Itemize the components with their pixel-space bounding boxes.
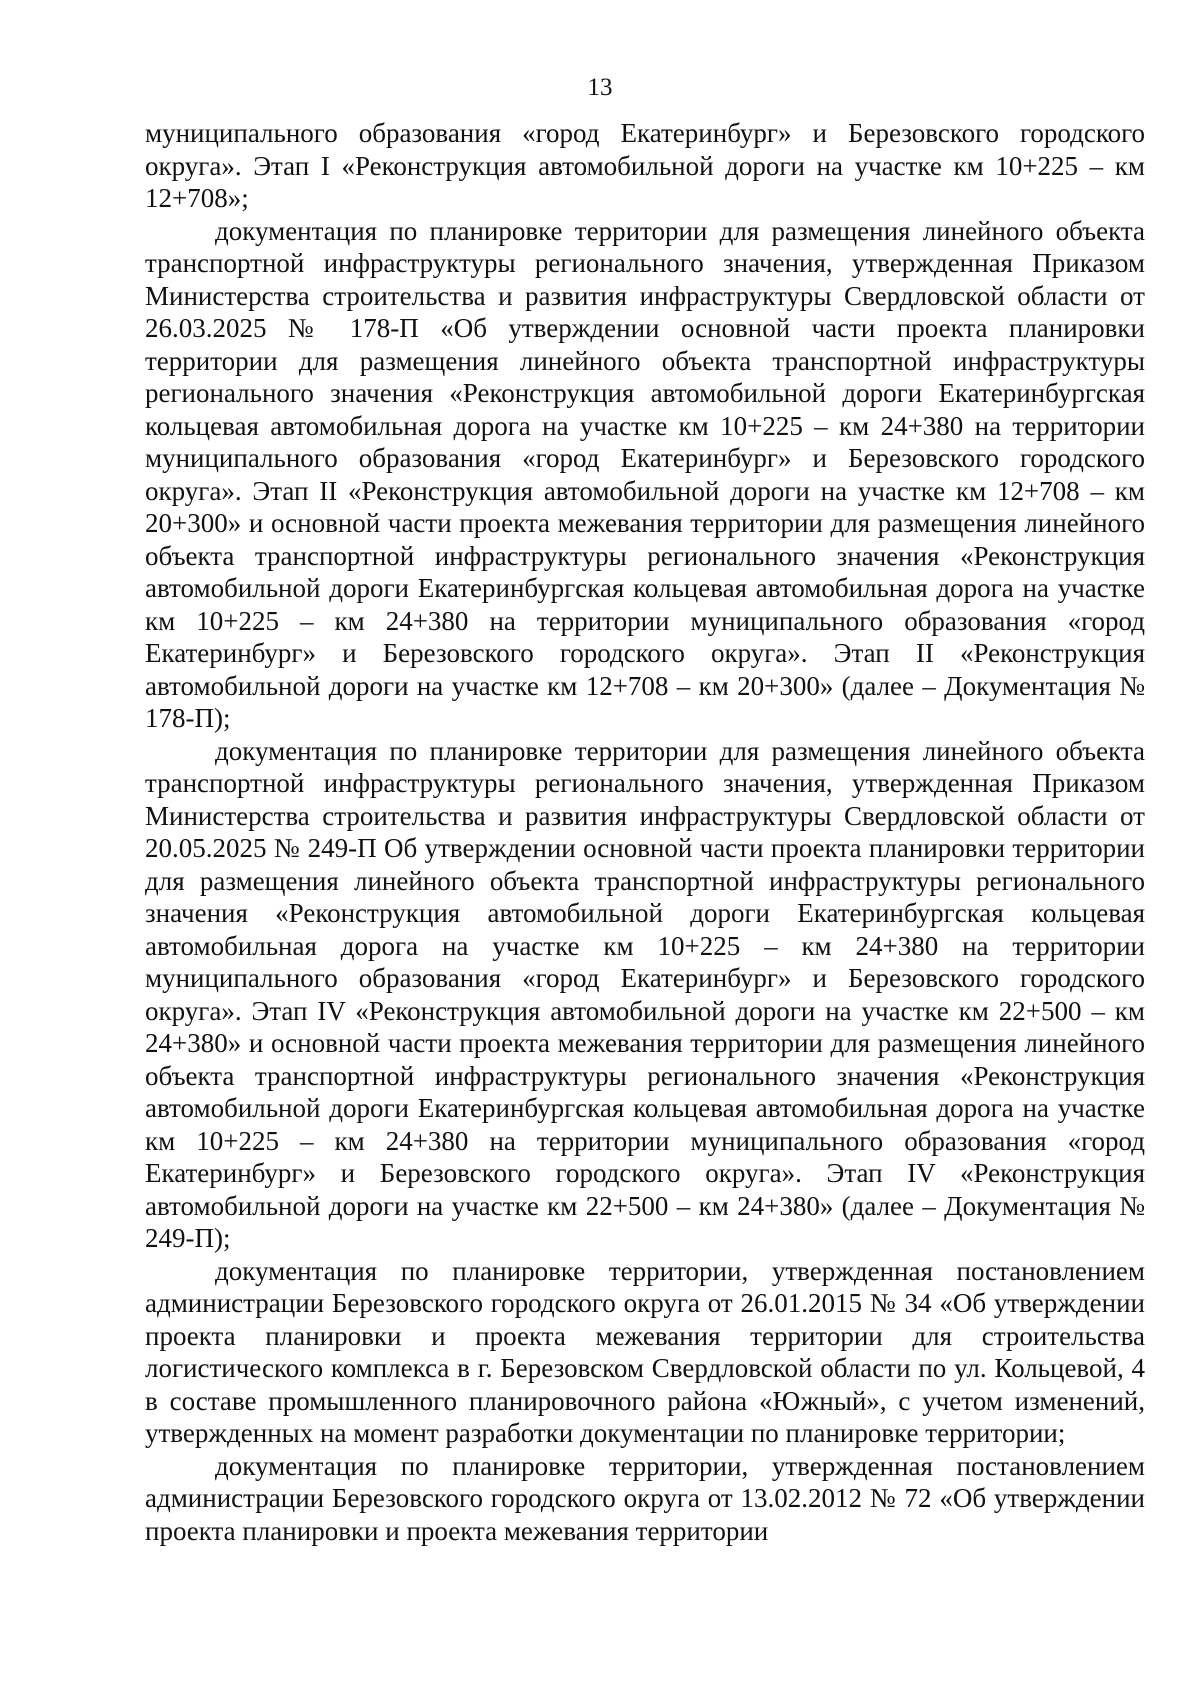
paragraph-documentation-72: документация по планировке территории, утвержденная постановлением администрации Березовского городского округа от 13.02.2012 № 72 «Об утверждении проекта планировки и проекта межевания территории bbox=[145, 1450, 1145, 1546]
paragraph-documentation-249-p: документация по планировке территории для размещения линейного объекта транспортной инфраструктуры регионального значения, утвержденная Приказом Министерства строительства и развития инфраструктуры Свердловской области от 20.05.2025 № 249-П Об утверждении основной части проекта планировки территории для размещения линейного объекта транспортной инфраструктуры регионального значения «Реконструкция автомобильной дороги Екатеринбургская кольцевая автомобильная дорога на участке км 10+225 – км 24+380 на территории муниципального образования «город Екатеринбург» и Березовского городского округа». Этап IV «Реконструкция автомобильной дороги на участке км 22+500 – км 24+380» и основной части проекта межевания территории для размещения линейного объекта транспортной инфраструктуры регионального значения «Реконструкция автомобильной дороги Екатеринбургская кольцевая автомобильная дорога на участке км 10+225 – км 24+380 на территории муниципального образования «город Екатеринбург» и Березовского городского округа». Этап IV «Реконструкция автомобильной дороги на участке км 22+500 – км 24+380» (далее – Документация № 249-П); bbox=[145, 735, 1145, 1253]
paragraph-documentation-178-p: документация по планировке территории для размещения линейного объекта транспортной инфраструктуры регионального значения, утвержденная Приказом Министерства строительства и развития инфраструктуры Свердловской области от 26.03.2025 № 178-П «Об утверждении основной части проекта планировки территории для размещения линейного объекта транспортной инфраструктуры регионального значения «Реконструкция автомобильной дороги Екатеринбургская кольцевая автомобильная дорога на участке км 10+225 – км 24+380 на территории муниципального образования «город Екатеринбург» и Березовского городского округа». Этап II «Реконструкция автомобильной дороги на участке км 12+708 – км 20+300» и основной части проекта межевания территории для размещения линейного объекта транспортной инфраструктуры регионального значения «Реконструкция автомобильной дороги Екатеринбургская кольцевая автомобильная дорога на участке км 10+225 – км 24+380 на территории муниципального образования «город Екатеринбург» и Березовского городского округа». Этап II «Реконструкция автомобильной дороги на участке км 12+708 – км 20+300» (далее – Документация № 178-П); bbox=[145, 215, 1145, 733]
paragraph-continuation: муниципального образования «город Екатеринбург» и Березовского городского округа». Этап I «Реконструкция автомобильной дороги на участке км 10+225 – км 12+708»; bbox=[145, 118, 1145, 213]
paragraph-documentation-34: документация по планировке территории, утвержденная постановлением администрации Березовского городского округа от 26.01.2015 № 34 «Об утверждении проекта планировки и проекта межевания территории для строительства логистического комплекса в г. Березовском Свердловской области по ул. Кольцевой, 4 в составе промышленного планировочного района «Южный», с учетом изменений, утвержденных на момент разработки документации по планировке территории; bbox=[145, 1255, 1145, 1448]
document-body bbox=[145, 117, 1145, 1547]
page-number: 13 bbox=[587, 74, 613, 101]
